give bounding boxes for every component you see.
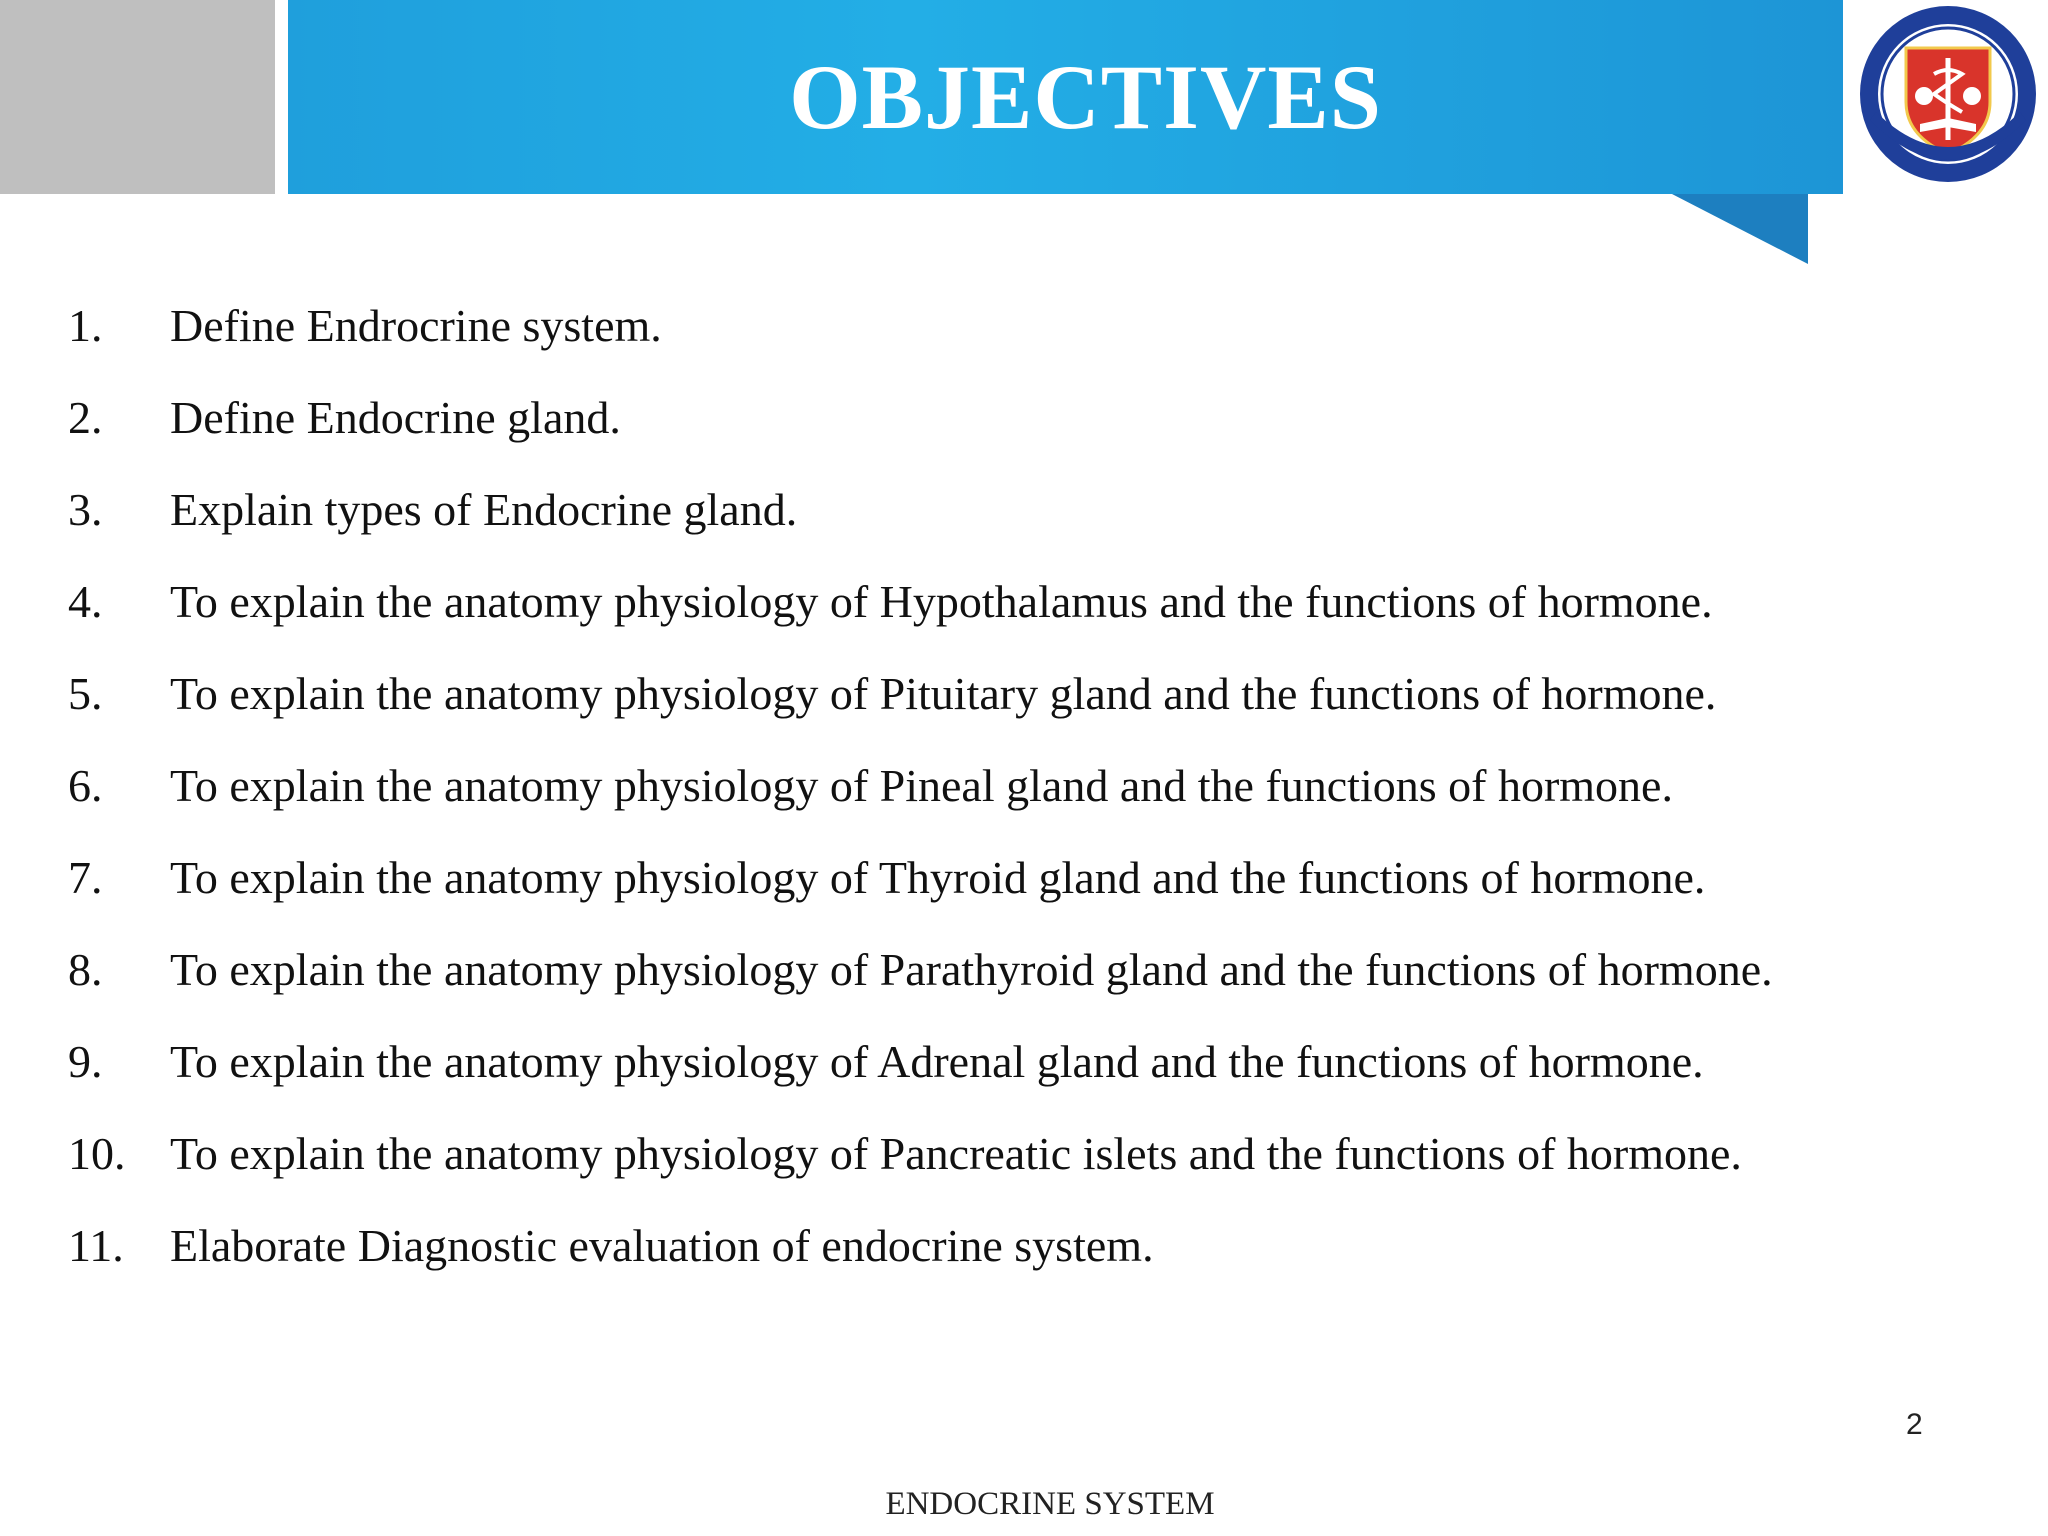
objectives-list xyxy=(0,280,2048,1292)
objective-text: To explain the anatomy physiology of Pineal gland and the functions of hormone. xyxy=(170,760,1673,811)
objective-text: To explain the anatomy physiology of Parathyroid gland and the functions of hormone. xyxy=(170,944,1773,995)
objective-text: To explain the anatomy physiology of Pancreatic islets and the functions of hormone. xyxy=(170,1128,1742,1179)
objective-number: 6. xyxy=(68,760,103,811)
objective-number: 9. xyxy=(68,1036,103,1087)
university-crest-logo xyxy=(1848,0,2048,194)
objective-item xyxy=(0,832,2048,924)
objective-text: To explain the anatomy physiology of Pituitary gland and the functions of hormone. xyxy=(170,668,1717,719)
objective-text: Explain types of Endocrine gland. xyxy=(170,484,798,535)
objective-text: To explain the anatomy physiology of Adrenal gland and the functions of hormone. xyxy=(170,1036,1704,1087)
objective-item xyxy=(0,924,2048,1016)
objective-item xyxy=(0,372,2048,464)
objective-item xyxy=(0,464,2048,556)
objective-number: 5. xyxy=(68,668,103,719)
objective-item xyxy=(0,1200,2048,1292)
objective-item xyxy=(0,1016,2048,1108)
objective-text: To explain the anatomy physiology of Hypothalamus and the functions of hormone. xyxy=(170,576,1713,627)
objective-number: 10. xyxy=(68,1128,126,1179)
page-number: 2 xyxy=(1906,1408,1923,1441)
objective-number: 4. xyxy=(68,576,103,627)
objective-text: Define Endrocrine system. xyxy=(170,300,662,351)
objective-text: Elaborate Diagnostic evaluation of endocrine system. xyxy=(170,1220,1154,1271)
objective-item xyxy=(0,740,2048,832)
slide-title: OBJECTIVES xyxy=(789,46,1382,148)
objective-number: 11. xyxy=(68,1220,124,1271)
objective-text: Define Endocrine gland. xyxy=(170,392,621,443)
objective-item xyxy=(0,556,2048,648)
objective-number: 2. xyxy=(68,392,103,443)
objective-number: 8. xyxy=(68,944,103,995)
objective-number: 7. xyxy=(68,852,103,903)
footer-title: ENDOCRINE SYSTEM xyxy=(885,1486,1215,1522)
objective-item xyxy=(0,280,2048,372)
objective-text: To explain the anatomy physiology of Thyroid gland and the functions of hormone. xyxy=(170,852,1706,903)
objective-item xyxy=(0,1108,2048,1200)
objective-number: 1. xyxy=(68,300,103,351)
header-side-block xyxy=(0,0,275,194)
objective-item xyxy=(0,648,2048,740)
objective-number: 3. xyxy=(68,484,103,535)
